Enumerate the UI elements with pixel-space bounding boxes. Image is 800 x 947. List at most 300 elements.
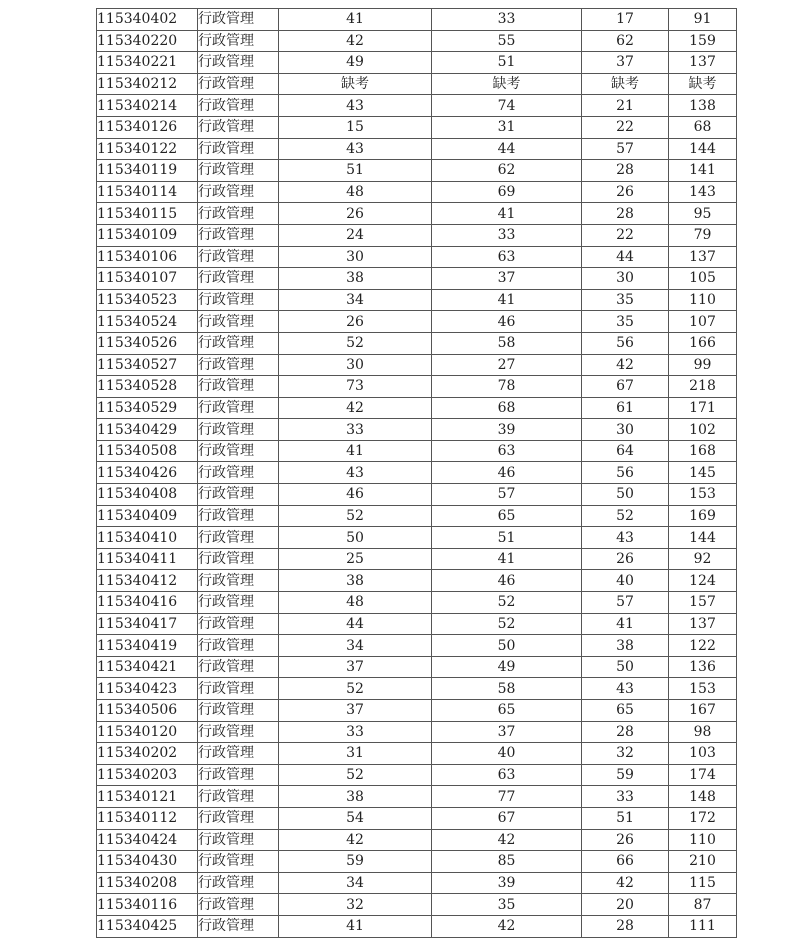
candidate-id-cell: 115340417	[97, 613, 198, 635]
score-2-cell: 69	[432, 181, 582, 203]
total-score-cell: 218	[669, 376, 737, 398]
score-1-cell: 52	[279, 332, 432, 354]
score-1-cell: 30	[279, 354, 432, 376]
score-2-cell: 42	[432, 829, 582, 851]
score-1-cell: 51	[279, 160, 432, 182]
total-score-cell: 103	[669, 743, 737, 765]
candidate-id-cell: 115340410	[97, 527, 198, 549]
score-3-cell: 50	[582, 656, 669, 678]
candidate-id-cell: 115340527	[97, 354, 198, 376]
score-3-cell: 32	[582, 743, 669, 765]
score-2-cell: 27	[432, 354, 582, 376]
score-1-cell: 48	[279, 181, 432, 203]
score-1-cell: 42	[279, 397, 432, 419]
score-2-cell: 缺考	[432, 73, 582, 95]
table-row	[97, 203, 737, 225]
score-3-cell: 41	[582, 613, 669, 635]
score-1-cell: 59	[279, 851, 432, 873]
total-score-cell: 141	[669, 160, 737, 182]
table-row	[97, 851, 737, 873]
score-1-cell: 73	[279, 376, 432, 398]
total-score-cell: 95	[669, 203, 737, 225]
major-cell: 行政管理	[198, 224, 279, 246]
table-row	[97, 894, 737, 916]
score-1-cell: 43	[279, 462, 432, 484]
table-row	[97, 915, 737, 937]
total-score-cell: 171	[669, 397, 737, 419]
score-1-cell: 38	[279, 786, 432, 808]
score-2-cell: 40	[432, 743, 582, 765]
score-1-cell: 44	[279, 613, 432, 635]
total-score-cell: 148	[669, 786, 737, 808]
total-score-cell: 91	[669, 9, 737, 31]
total-score-cell: 110	[669, 289, 737, 311]
candidate-id-cell: 115340122	[97, 138, 198, 160]
score-1-cell: 41	[279, 9, 432, 31]
score-3-cell: 52	[582, 505, 669, 527]
score-3-cell: 20	[582, 894, 669, 916]
score-3-cell: 33	[582, 786, 669, 808]
total-score-cell: 缺考	[669, 73, 737, 95]
table-row	[97, 548, 737, 570]
candidate-id-cell: 115340523	[97, 289, 198, 311]
table-row	[97, 656, 737, 678]
major-cell: 行政管理	[198, 894, 279, 916]
candidate-id-cell: 115340424	[97, 829, 198, 851]
major-cell: 行政管理	[198, 203, 279, 225]
table-row	[97, 440, 737, 462]
candidate-id-cell: 115340208	[97, 872, 198, 894]
total-score-cell: 136	[669, 656, 737, 678]
total-score-cell: 138	[669, 95, 737, 117]
total-score-cell: 110	[669, 829, 737, 851]
major-cell: 行政管理	[198, 786, 279, 808]
score-3-cell: 26	[582, 181, 669, 203]
score-3-cell: 37	[582, 52, 669, 74]
score-3-cell: 56	[582, 462, 669, 484]
table-row	[97, 354, 737, 376]
score-1-cell: 38	[279, 570, 432, 592]
score-3-cell: 17	[582, 9, 669, 31]
major-cell: 行政管理	[198, 52, 279, 74]
major-cell: 行政管理	[198, 332, 279, 354]
major-cell: 行政管理	[198, 872, 279, 894]
score-2-cell: 52	[432, 592, 582, 614]
score-3-cell: 30	[582, 419, 669, 441]
candidate-id-cell: 115340106	[97, 246, 198, 268]
total-score-cell: 174	[669, 764, 737, 786]
score-2-cell: 74	[432, 95, 582, 117]
major-cell: 行政管理	[198, 592, 279, 614]
score-3-cell: 40	[582, 570, 669, 592]
score-2-cell: 57	[432, 484, 582, 506]
major-cell: 行政管理	[198, 700, 279, 722]
major-cell: 行政管理	[198, 484, 279, 506]
score-2-cell: 41	[432, 203, 582, 225]
major-cell: 行政管理	[198, 505, 279, 527]
table-row	[97, 829, 737, 851]
score-1-cell: 34	[279, 635, 432, 657]
major-cell: 行政管理	[198, 743, 279, 765]
table-row	[97, 376, 737, 398]
score-2-cell: 42	[432, 915, 582, 937]
major-cell: 行政管理	[198, 548, 279, 570]
total-score-cell: 68	[669, 116, 737, 138]
total-score-cell: 137	[669, 246, 737, 268]
major-cell: 行政管理	[198, 376, 279, 398]
total-score-cell: 79	[669, 224, 737, 246]
total-score-cell: 210	[669, 851, 737, 873]
score-2-cell: 65	[432, 700, 582, 722]
table-row	[97, 289, 737, 311]
score-1-cell: 24	[279, 224, 432, 246]
score-2-cell: 37	[432, 721, 582, 743]
score-2-cell: 50	[432, 635, 582, 657]
major-cell: 行政管理	[198, 527, 279, 549]
table-row	[97, 9, 737, 31]
major-cell: 行政管理	[198, 311, 279, 333]
score-1-cell: 34	[279, 872, 432, 894]
major-cell: 行政管理	[198, 160, 279, 182]
score-3-cell: 28	[582, 915, 669, 937]
score-2-cell: 63	[432, 246, 582, 268]
score-2-cell: 55	[432, 30, 582, 52]
candidate-id-cell: 115340126	[97, 116, 198, 138]
candidate-id-cell: 115340506	[97, 700, 198, 722]
table-row	[97, 268, 737, 290]
major-cell: 行政管理	[198, 721, 279, 743]
major-cell: 行政管理	[198, 397, 279, 419]
score-3-cell: 51	[582, 807, 669, 829]
total-score-cell: 107	[669, 311, 737, 333]
score-1-cell: 30	[279, 246, 432, 268]
score-1-cell: 34	[279, 289, 432, 311]
table-row	[97, 138, 737, 160]
candidate-id-cell: 115340220	[97, 30, 198, 52]
score-3-cell: 42	[582, 872, 669, 894]
major-cell: 行政管理	[198, 246, 279, 268]
table-row	[97, 678, 737, 700]
score-3-cell: 59	[582, 764, 669, 786]
score-3-cell: 42	[582, 354, 669, 376]
score-1-cell: 52	[279, 505, 432, 527]
major-cell: 行政管理	[198, 807, 279, 829]
candidate-id-cell: 115340120	[97, 721, 198, 743]
major-cell: 行政管理	[198, 30, 279, 52]
major-cell: 行政管理	[198, 116, 279, 138]
score-2-cell: 58	[432, 332, 582, 354]
score-1-cell: 42	[279, 30, 432, 52]
score-1-cell: 50	[279, 527, 432, 549]
candidate-id-cell: 115340423	[97, 678, 198, 700]
table-row	[97, 160, 737, 182]
candidate-id-cell: 115340411	[97, 548, 198, 570]
candidate-id-cell: 115340214	[97, 95, 198, 117]
major-cell: 行政管理	[198, 419, 279, 441]
table-row	[97, 505, 737, 527]
total-score-cell: 92	[669, 548, 737, 570]
major-cell: 行政管理	[198, 138, 279, 160]
candidate-id-cell: 115340416	[97, 592, 198, 614]
table-row	[97, 95, 737, 117]
score-3-cell: 64	[582, 440, 669, 462]
total-score-cell: 122	[669, 635, 737, 657]
score-2-cell: 46	[432, 462, 582, 484]
table-row	[97, 527, 737, 549]
major-cell: 行政管理	[198, 613, 279, 635]
total-score-cell: 168	[669, 440, 737, 462]
table-row	[97, 246, 737, 268]
total-score-cell: 167	[669, 700, 737, 722]
score-sheet	[96, 8, 736, 938]
total-score-cell: 157	[669, 592, 737, 614]
major-cell: 行政管理	[198, 570, 279, 592]
candidate-id-cell: 115340112	[97, 807, 198, 829]
score-1-cell: 52	[279, 678, 432, 700]
candidate-id-cell: 115340408	[97, 484, 198, 506]
score-3-cell: 28	[582, 203, 669, 225]
major-cell: 行政管理	[198, 268, 279, 290]
candidate-id-cell: 115340524	[97, 311, 198, 333]
score-1-cell: 46	[279, 484, 432, 506]
score-2-cell: 58	[432, 678, 582, 700]
major-cell: 行政管理	[198, 462, 279, 484]
major-cell: 行政管理	[198, 678, 279, 700]
table-row	[97, 613, 737, 635]
score-1-cell: 32	[279, 894, 432, 916]
score-1-cell: 41	[279, 440, 432, 462]
score-2-cell: 67	[432, 807, 582, 829]
score-2-cell: 77	[432, 786, 582, 808]
score-2-cell: 63	[432, 440, 582, 462]
score-2-cell: 49	[432, 656, 582, 678]
score-1-cell: 52	[279, 764, 432, 786]
score-1-cell: 37	[279, 656, 432, 678]
score-3-cell: 61	[582, 397, 669, 419]
score-3-cell: 缺考	[582, 73, 669, 95]
major-cell: 行政管理	[198, 95, 279, 117]
total-score-cell: 172	[669, 807, 737, 829]
candidate-id-cell: 115340121	[97, 786, 198, 808]
score-3-cell: 57	[582, 592, 669, 614]
candidate-id-cell: 115340429	[97, 419, 198, 441]
score-3-cell: 30	[582, 268, 669, 290]
score-1-cell: 31	[279, 743, 432, 765]
table-row	[97, 570, 737, 592]
candidate-id-cell: 115340409	[97, 505, 198, 527]
table-row	[97, 419, 737, 441]
table-row	[97, 52, 737, 74]
score-2-cell: 39	[432, 872, 582, 894]
candidate-id-cell: 115340107	[97, 268, 198, 290]
score-2-cell: 78	[432, 376, 582, 398]
score-2-cell: 33	[432, 224, 582, 246]
candidate-id-cell: 115340119	[97, 160, 198, 182]
score-table-body	[97, 9, 737, 938]
score-3-cell: 57	[582, 138, 669, 160]
major-cell: 行政管理	[198, 289, 279, 311]
score-1-cell: 15	[279, 116, 432, 138]
major-cell: 行政管理	[198, 829, 279, 851]
total-score-cell: 87	[669, 894, 737, 916]
total-score-cell: 137	[669, 613, 737, 635]
score-2-cell: 46	[432, 311, 582, 333]
score-3-cell: 65	[582, 700, 669, 722]
total-score-cell: 144	[669, 138, 737, 160]
score-3-cell: 22	[582, 116, 669, 138]
candidate-id-cell: 115340116	[97, 894, 198, 916]
score-2-cell: 41	[432, 548, 582, 570]
score-2-cell: 68	[432, 397, 582, 419]
total-score-cell: 143	[669, 181, 737, 203]
table-row	[97, 743, 737, 765]
score-1-cell: 43	[279, 95, 432, 117]
table-row	[97, 700, 737, 722]
total-score-cell: 102	[669, 419, 737, 441]
table-row	[97, 484, 737, 506]
total-score-cell: 111	[669, 915, 737, 937]
score-2-cell: 46	[432, 570, 582, 592]
score-1-cell: 43	[279, 138, 432, 160]
total-score-cell: 153	[669, 678, 737, 700]
major-cell: 行政管理	[198, 851, 279, 873]
score-3-cell: 28	[582, 721, 669, 743]
score-3-cell: 26	[582, 548, 669, 570]
table-row	[97, 30, 737, 52]
major-cell: 行政管理	[198, 181, 279, 203]
total-score-cell: 137	[669, 52, 737, 74]
score-3-cell: 56	[582, 332, 669, 354]
total-score-cell: 166	[669, 332, 737, 354]
score-3-cell: 35	[582, 311, 669, 333]
score-1-cell: 25	[279, 548, 432, 570]
table-row	[97, 224, 737, 246]
score-2-cell: 62	[432, 160, 582, 182]
score-2-cell: 65	[432, 505, 582, 527]
table-row	[97, 311, 737, 333]
score-3-cell: 66	[582, 851, 669, 873]
score-1-cell: 54	[279, 807, 432, 829]
table-row	[97, 462, 737, 484]
major-cell: 行政管理	[198, 73, 279, 95]
candidate-id-cell: 115340529	[97, 397, 198, 419]
table-row	[97, 73, 737, 95]
candidate-id-cell: 115340430	[97, 851, 198, 873]
score-1-cell: 26	[279, 311, 432, 333]
table-row	[97, 592, 737, 614]
candidate-id-cell: 115340425	[97, 915, 198, 937]
table-row	[97, 116, 737, 138]
table-row	[97, 332, 737, 354]
total-score-cell: 144	[669, 527, 737, 549]
table-row	[97, 721, 737, 743]
score-3-cell: 43	[582, 527, 669, 549]
score-2-cell: 52	[432, 613, 582, 635]
score-2-cell: 33	[432, 9, 582, 31]
score-2-cell: 44	[432, 138, 582, 160]
major-cell: 行政管理	[198, 764, 279, 786]
major-cell: 行政管理	[198, 915, 279, 937]
total-score-cell: 145	[669, 462, 737, 484]
major-cell: 行政管理	[198, 656, 279, 678]
table-row	[97, 181, 737, 203]
total-score-cell: 124	[669, 570, 737, 592]
score-1-cell: 49	[279, 52, 432, 74]
total-score-cell: 153	[669, 484, 737, 506]
score-2-cell: 39	[432, 419, 582, 441]
major-cell: 行政管理	[198, 354, 279, 376]
score-table	[96, 8, 737, 938]
total-score-cell: 98	[669, 721, 737, 743]
candidate-id-cell: 115340402	[97, 9, 198, 31]
score-3-cell: 22	[582, 224, 669, 246]
score-1-cell: 33	[279, 419, 432, 441]
score-2-cell: 51	[432, 52, 582, 74]
score-2-cell: 41	[432, 289, 582, 311]
score-2-cell: 35	[432, 894, 582, 916]
candidate-id-cell: 115340109	[97, 224, 198, 246]
candidate-id-cell: 115340421	[97, 656, 198, 678]
score-3-cell: 50	[582, 484, 669, 506]
table-row	[97, 764, 737, 786]
candidate-id-cell: 115340221	[97, 52, 198, 74]
candidate-id-cell: 115340202	[97, 743, 198, 765]
candidate-id-cell: 115340508	[97, 440, 198, 462]
score-3-cell: 43	[582, 678, 669, 700]
total-score-cell: 99	[669, 354, 737, 376]
candidate-id-cell: 115340419	[97, 635, 198, 657]
table-row	[97, 397, 737, 419]
score-1-cell: 38	[279, 268, 432, 290]
score-2-cell: 63	[432, 764, 582, 786]
score-2-cell: 31	[432, 116, 582, 138]
candidate-id-cell: 115340526	[97, 332, 198, 354]
score-1-cell: 42	[279, 829, 432, 851]
table-row	[97, 786, 737, 808]
score-3-cell: 67	[582, 376, 669, 398]
total-score-cell: 115	[669, 872, 737, 894]
table-row	[97, 635, 737, 657]
score-3-cell: 35	[582, 289, 669, 311]
table-row	[97, 872, 737, 894]
candidate-id-cell: 115340426	[97, 462, 198, 484]
score-3-cell: 21	[582, 95, 669, 117]
score-3-cell: 26	[582, 829, 669, 851]
candidate-id-cell: 115340203	[97, 764, 198, 786]
total-score-cell: 159	[669, 30, 737, 52]
candidate-id-cell: 115340212	[97, 73, 198, 95]
score-3-cell: 62	[582, 30, 669, 52]
score-2-cell: 37	[432, 268, 582, 290]
score-1-cell: 41	[279, 915, 432, 937]
major-cell: 行政管理	[198, 9, 279, 31]
score-1-cell: 33	[279, 721, 432, 743]
major-cell: 行政管理	[198, 635, 279, 657]
total-score-cell: 169	[669, 505, 737, 527]
score-1-cell: 缺考	[279, 73, 432, 95]
candidate-id-cell: 115340412	[97, 570, 198, 592]
score-2-cell: 85	[432, 851, 582, 873]
score-1-cell: 37	[279, 700, 432, 722]
score-3-cell: 44	[582, 246, 669, 268]
score-1-cell: 26	[279, 203, 432, 225]
score-1-cell: 48	[279, 592, 432, 614]
candidate-id-cell: 115340114	[97, 181, 198, 203]
score-2-cell: 51	[432, 527, 582, 549]
table-row	[97, 807, 737, 829]
major-cell: 行政管理	[198, 440, 279, 462]
candidate-id-cell: 115340115	[97, 203, 198, 225]
